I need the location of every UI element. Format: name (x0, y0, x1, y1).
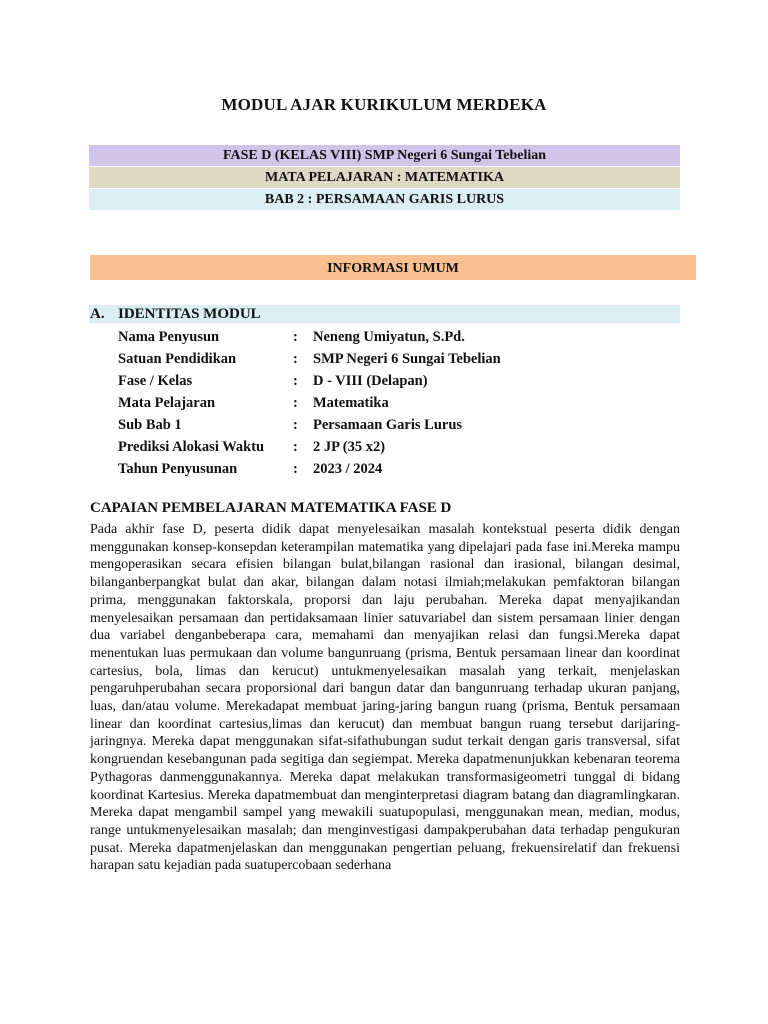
field-colon: : (293, 439, 298, 455)
identitas-field-row (118, 458, 678, 480)
field-value: Matematika (313, 395, 389, 411)
field-label: Satuan Pendidikan (118, 351, 237, 367)
section-heading-text: IDENTITAS MODUL (118, 306, 261, 322)
document-title: MODUL AJAR KURIKULUM MERDEKA (221, 95, 547, 114)
field-colon: : (293, 351, 298, 367)
identitas-field-row (118, 326, 678, 348)
identitas-field-row (118, 436, 678, 458)
field-colon: : (293, 395, 298, 411)
field-value: SMP Negeri 6 Sungai Tebelian (313, 351, 501, 367)
field-label: Fase / Kelas (118, 373, 193, 389)
identitas-heading (90, 304, 261, 324)
field-label: Sub Bab 1 (118, 417, 182, 433)
field-label: Tahun Penyusunan (118, 461, 238, 477)
field-colon: : (293, 461, 298, 477)
field-value: 2 JP (35 x2) (313, 439, 386, 455)
bab-band: BAB 2 : PERSAMAAN GARIS LURUS (89, 189, 680, 210)
field-colon: : (293, 329, 298, 345)
field-value: Neneng Umiyatun, S.Pd. (313, 329, 465, 345)
identitas-field-row (118, 370, 678, 392)
field-value: D - VIII (Delapan) (313, 373, 428, 389)
mata-pelajaran-band: MATA PELAJARAN : MATEMATIKA (89, 167, 680, 188)
identitas-field-row (118, 414, 678, 436)
identitas-field-row (118, 392, 678, 414)
field-value: Persamaan Garis Lurus (313, 417, 463, 433)
field-label: Prediksi Alokasi Waktu (118, 439, 265, 455)
field-colon: : (293, 417, 298, 433)
section-letter: A. (90, 306, 105, 322)
field-label: Mata Pelajaran (118, 395, 216, 411)
capaian-body: Pada akhir fase D, peserta didik dapat menyelesaikan masalah kontekstual peserta didik dengan menggunakan konsep-konsepdan keterampilan matematika yang dipelajari pada fase ini.Mereka mampu mengoperasikan secara efisien bilangan bulat,bilangan rasional dan irasional, bilangan desimal, bilanganberpangkat bulat dan akar, bilangan dalam notasi ilmiah;melakukan pemfaktoran bilangan prima, menggunakan faktorskala, proporsi dan laju perubahan. Mereka dapat menyajikandan menyelesaikan persamaan dan pertidaksamaan linier satuvariabel dan sistem persamaan linier dengan dua variabel denganbeberapa cara, memahami dan menyajikan relasi dan fungsi.Mereka dapat menentukan luas permukaan dan volume bangunruang (prisma, Bentuk persamaan linear dan koordinat cartesius, bola, limas dan kerucut) untukmenyelesaikan masalah yang terkait, menjelaskan pengaruhperubahan secara proporsional dari bangun datar dan bangunruang terhadap ukuran panjang, luas, dan/atau volume. Merekadapat membuat jaring-jaring bangun ruang (prisma, Bentuk persamaan linear dan koordinat cartesius,limas dan kerucut) dan membuat bangun ruang tersebut darijaring-jaringnya. Mereka dapat menggunakan sifat-sifathubungan sudut terkait dengan garis transversal, sifat kongruendan kesebangunan pada segitiga dan segiempat. Mereka dapatmenunjukkan kebenaran teorema Pythagoras danmenggunakannya. Mereka dapat melakukan transformasigeometri tunggal di bidang koordinat Kartesius. Mereka dapatmembuat dan menginterpretasi diagram batang dan diagramlingkaran. Mereka dapat mengambil sampel yang mewakili suatupopulasi, menggunakan mean, median, modus, range untukmenyelesaikan masalah; dan menginvestigasi dampakperubahan data terhadap pengukuran pusat. Mereka dapatmenjelaskan dan menggunakan pengertian peluang, frekuensirelatif dan frekuensi harapan satu kejadian pada suatupercobaan sederhana (90, 522, 680, 874)
capaian-title: CAPAIAN PEMBELAJARAN MATEMATIKA FASE D (90, 500, 452, 516)
fase-band: FASE D (KELAS VIII) SMP Negeri 6 Sungai Tebelian (89, 145, 680, 166)
informasi-umum-bar: INFORMASI UMUM (90, 255, 696, 280)
field-colon: : (293, 373, 298, 389)
field-value: 2023 / 2024 (313, 461, 383, 477)
identitas-field-row (118, 348, 678, 370)
identitas-fields (118, 326, 678, 480)
field-label: Nama Penyusun (118, 329, 220, 345)
